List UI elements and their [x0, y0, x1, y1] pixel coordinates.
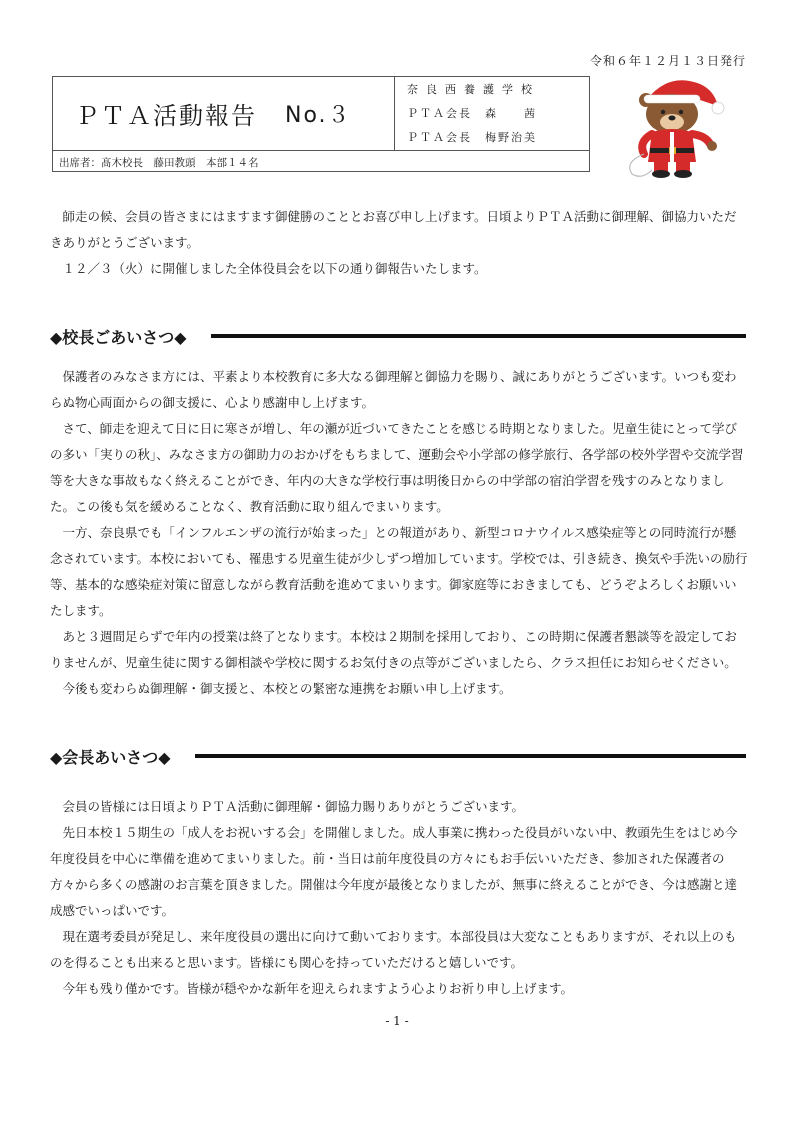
santa-bear-icon — [618, 70, 730, 182]
principal-heading-label: ◆校長ごあいさつ◆ — [50, 327, 187, 347]
president-section-heading — [50, 742, 746, 770]
newsletter-header — [52, 76, 590, 172]
president-heading-label: ◆会長あいさつ◆ — [50, 747, 171, 767]
president-paragraph: 会員の皆様には日頃よりＰＴＡ活動に御理解・御協力賜りありがとうございます。 — [62, 799, 525, 814]
president-paragraph: 現在選考委員が発足し、来年度役員の選出に向けて動いております。本部役員は大変なこともありますが、それ以上のものを得ることも出来ると思います。皆様にも関心を持っていただけると嬉しいです。 — [50, 929, 737, 970]
principal-paragraph: 保護者のみなさま方には、平素より本校教育に多大なる御理解と御協力を賜り、誠にありがとうございます。いつも変わらぬ物心両面からの御支援に、心より感謝申し上げます。 — [50, 369, 737, 410]
intro-paragraph: 師走の候、会員の皆さまにはますます御健勝のこととお喜び申し上げます。日頃よりＰＴＡ活動に御理解、御協力いただきありがとうございます。 — [50, 209, 737, 250]
publisher-info — [395, 77, 590, 150]
heading-rule — [211, 334, 746, 338]
principal-paragraph: 一方、奈良県でも「インフルエンザの流行が始まった」との報道があり、新型コロナウイルス感染症等との同時流行が懸念されています。本校においても、罹患する児童生徒が少しずつ増加しています。学校では、引き続き、換気や手洗いの励行等、基本的な感染症対策に留意しながら教育活動を進めてまいります。御家庭等におきましても、どうぞよろしくお願いいたします。 — [50, 525, 748, 618]
president-paragraph: 先日本校１５期生の「成人をお祝いする会」を開催しました。成人事業に携わった役員がいない中、教頭先生をはじめ今年度役員を中心に準備を進めてまいりました。前・当日は前年度役員の方々にもお手伝いいただき、参加された保護者の方々から多くの感謝のお言葉を頂きました。開催は今年度が最後となりましたが、無事に終えることができ、今は感謝と達成感でいっぱいです。 — [50, 825, 738, 918]
issue-date: 令和６年１２月１３日発行 — [589, 54, 746, 68]
intro-paragraph: １２／３（火）に開催しました全体役員会を以下の通り御報告いたします。 — [62, 261, 487, 276]
president-paragraph: 今年も残り僅かです。皆様が穏やかな新年を迎えられますよう心よりお祈り申し上げます。 — [62, 981, 574, 996]
president-message — [50, 794, 748, 1002]
pta-president-1: ＰＴＡ会長 森 茜 — [407, 107, 537, 120]
issue-number: No.３ — [285, 103, 352, 128]
pta-president-2: ＰＴＡ会長 梅野治美 — [407, 131, 537, 144]
principal-paragraph: 今後も変わらぬ御理解・御支援と、本校との緊密な連携をお願い申し上げます。 — [62, 681, 512, 696]
heading-rule — [195, 754, 746, 758]
principal-message — [50, 364, 748, 702]
attendees: 出席者：髙木校長 藤田教頭 本部１４名 — [53, 150, 589, 172]
principal-section-heading — [50, 322, 746, 350]
principal-paragraph: さて、師走を迎えて日に日に寒さが増し、年の瀬が近づいてきたことを感じる時期となりました。児童生徒にとって学びの多い「実りの秋」、みなさま方の御助力のおかげをもちまして、運動会や小学部の修学旅行、各学部の校外学習や交流学習等を大きな事故もなく終えることができ、年内の大きな学校行事は明後日からの中学部の宿泊学習を残すのみとなりました。この後も気を緩めることなく、教育活動に取り組んでまいります。 — [50, 421, 744, 514]
principal-paragraph: あと３週間足らずで年内の授業は終了となります。本校は２期制を採用しており、この時期に保護者懇談等を設定しておりませんが、児童生徒に関する御相談や学校に関するお気付きの点等がございましたら、クラス担任にお知らせください。 — [50, 629, 737, 670]
school-name: 奈良西養護学校 — [407, 83, 540, 96]
title-cell — [53, 77, 395, 150]
newsletter-title: ＰＴＡ活動報告 — [75, 102, 257, 130]
intro-text — [50, 204, 748, 282]
page-number: - 1 - — [385, 1014, 409, 1028]
